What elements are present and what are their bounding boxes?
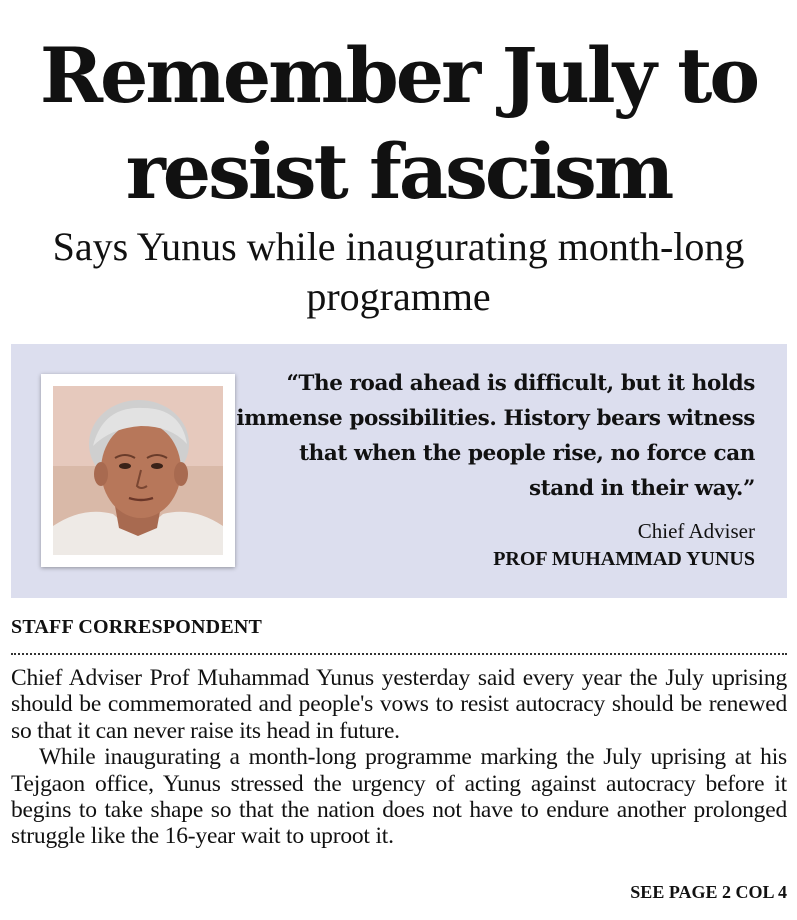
- quote-attribution-name: PROF MUHAMMAD YUNUS: [493, 548, 755, 570]
- body-paragraph: Chief Adviser Prof Muhammad Yunus yesterday said every year the July uprising should be commemorated and people's vows to resist autocracy should be renewed so that it can never raise its head in future.: [11, 665, 787, 744]
- quote-attribution-title: Chief Adviser: [637, 519, 755, 543]
- article-body: [11, 665, 787, 850]
- portrait-image: [53, 386, 223, 555]
- pull-quote-box: [11, 344, 787, 598]
- body-paragraph: While inaugurating a month-long programme marking the July uprising at his Tejgaon office, Yunus stressed the urgency of acting against autocracy before it begins to take shape so that the nation does not have to endure another prolonged struggle like the 16-year wait to uproot it.: [11, 744, 787, 850]
- byline: STAFF CORRESPONDENT: [11, 616, 263, 638]
- deck-subheadline: Says Yunus while inaugurating month-long programme: [52, 224, 745, 319]
- continuation-jump-line: SEE PAGE 2 COL 4: [630, 882, 787, 902]
- headline: Remember July to resist fascism: [39, 31, 758, 216]
- dotted-divider: [11, 653, 787, 655]
- portrait-photo: [41, 374, 235, 567]
- pull-quote-text: “The road ahead is difficult, but it holds immense possibilities. History bears witness that when the people rise, no force can stand in their way.”: [236, 371, 755, 501]
